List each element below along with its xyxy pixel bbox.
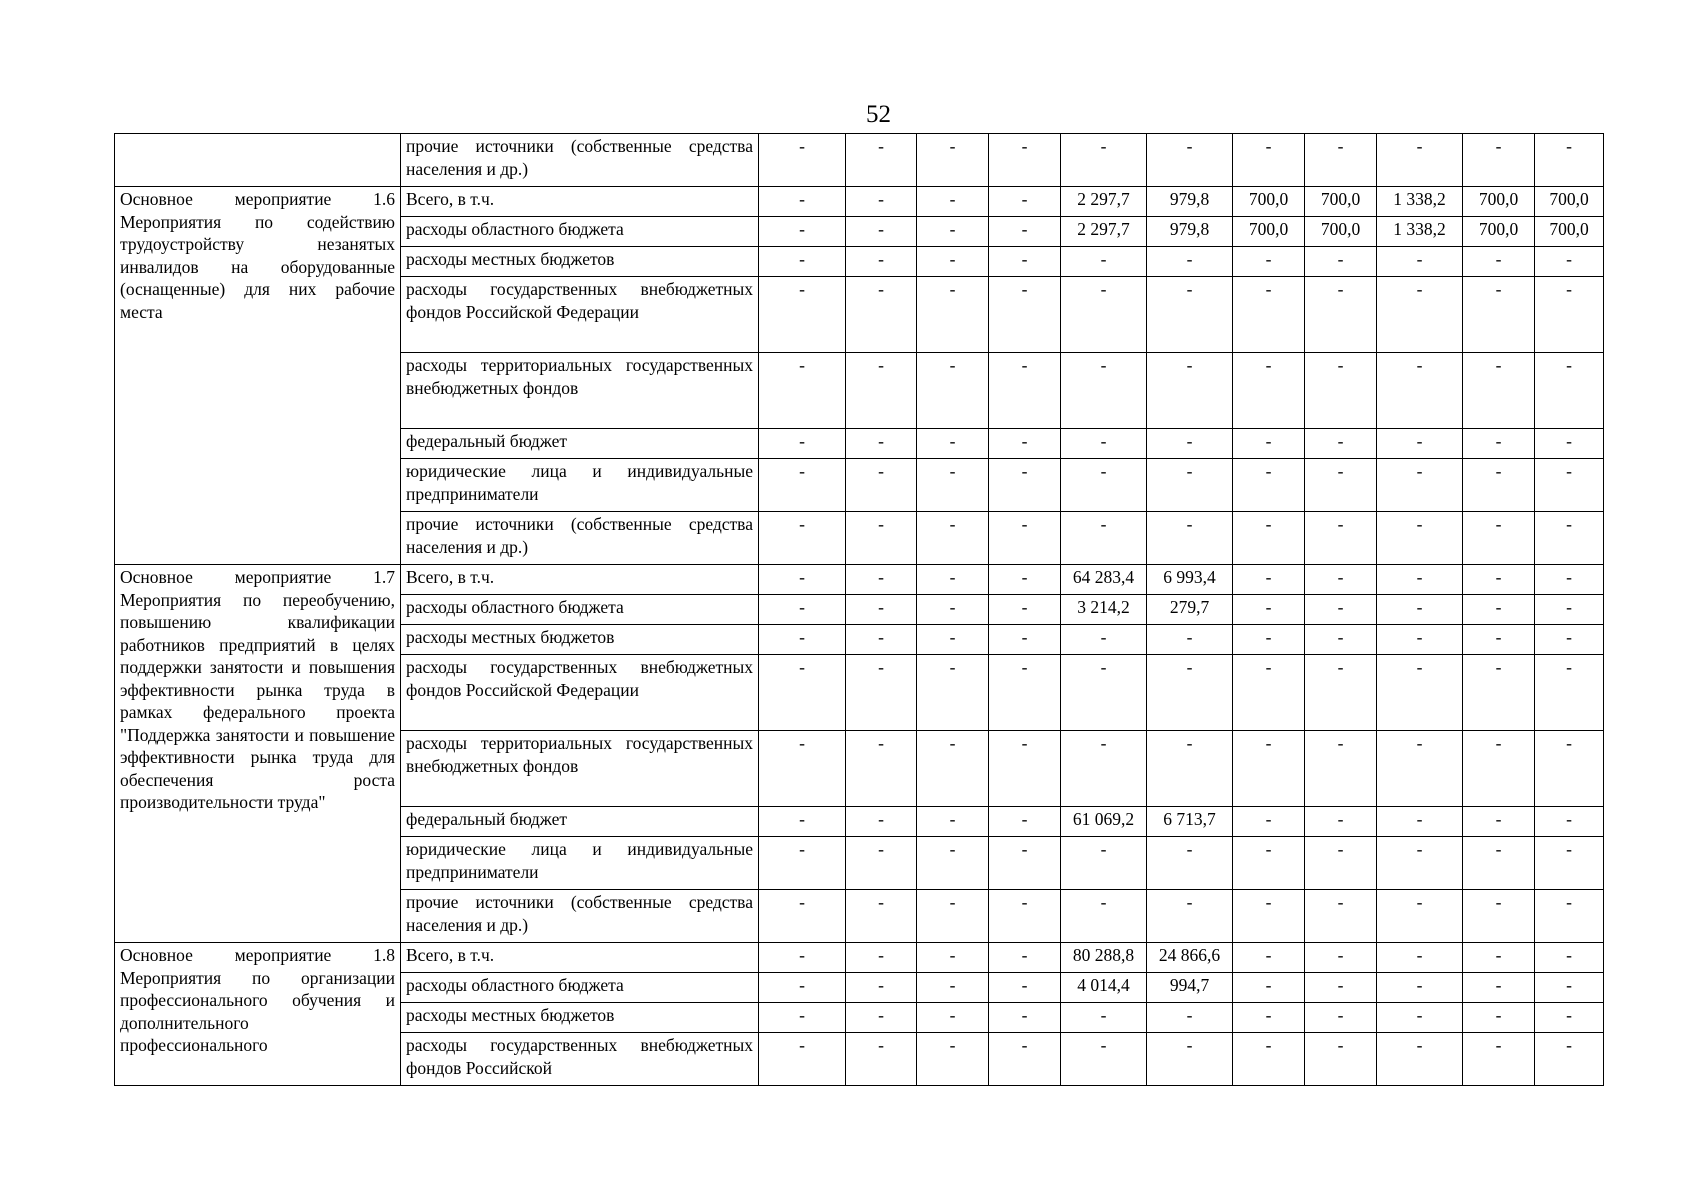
value-cell: - <box>1463 625 1535 655</box>
value-cell: - <box>989 731 1061 807</box>
value-cell: - <box>1061 134 1147 187</box>
value-cell: - <box>917 1033 989 1086</box>
value-cell: 994,7 <box>1147 973 1233 1003</box>
value-cell: - <box>1377 837 1463 890</box>
value-cell: - <box>1535 565 1604 595</box>
value-cell: - <box>1061 1033 1147 1086</box>
value-cell: - <box>989 807 1061 837</box>
value-cell: 700,0 <box>1233 217 1305 247</box>
value-cell: - <box>917 807 989 837</box>
value-cell: - <box>1377 247 1463 277</box>
funding-source-cell: федеральный бюджет <box>401 429 759 459</box>
value-cell: - <box>846 429 917 459</box>
value-cell: - <box>1233 943 1305 973</box>
value-cell: 979,8 <box>1147 187 1233 217</box>
value-cell: - <box>1377 890 1463 943</box>
table-row <box>115 565 1604 595</box>
value-cell: - <box>1061 655 1147 731</box>
value-cell: - <box>1147 1003 1233 1033</box>
value-cell: - <box>917 731 989 807</box>
value-cell: 4 014,4 <box>1061 973 1147 1003</box>
funding-source-cell: Всего, в т.ч. <box>401 943 759 973</box>
value-cell: - <box>1305 890 1377 943</box>
value-cell: - <box>917 353 989 429</box>
value-cell: - <box>1061 247 1147 277</box>
value-cell: - <box>1535 459 1604 512</box>
value-cell: - <box>989 1033 1061 1086</box>
value-cell: 700,0 <box>1305 217 1377 247</box>
value-cell: - <box>846 134 917 187</box>
value-cell: - <box>1233 973 1305 1003</box>
value-cell: - <box>1377 512 1463 565</box>
value-cell: 1 338,2 <box>1377 187 1463 217</box>
value-cell: - <box>1147 429 1233 459</box>
funding-source-cell: расходы территориальных государственных внебюджетных фондов <box>401 353 759 429</box>
value-cell: - <box>1535 625 1604 655</box>
event-cell: Основное мероприятие 1.8 Мероприятия по организации профессионального обучения и дополнительного профессионального <box>115 943 401 1086</box>
value-cell: - <box>1147 134 1233 187</box>
funding-source-cell: прочие источники (собственные средства населения и др.) <box>401 890 759 943</box>
value-cell: - <box>846 731 917 807</box>
value-cell: - <box>1463 459 1535 512</box>
value-cell: - <box>1305 625 1377 655</box>
value-cell: - <box>917 973 989 1003</box>
value-cell: - <box>1305 277 1377 353</box>
value-cell: - <box>917 655 989 731</box>
value-cell: - <box>1305 565 1377 595</box>
value-cell: - <box>1305 512 1377 565</box>
value-cell: - <box>1535 134 1604 187</box>
value-cell: - <box>759 217 846 247</box>
value-cell: - <box>1147 890 1233 943</box>
value-cell: - <box>1061 1003 1147 1033</box>
value-cell: - <box>759 277 846 353</box>
value-cell: - <box>917 429 989 459</box>
value-cell: - <box>917 1003 989 1033</box>
value-cell: - <box>846 187 917 217</box>
value-cell: - <box>1147 277 1233 353</box>
value-cell: - <box>1377 1033 1463 1086</box>
value-cell: - <box>1463 353 1535 429</box>
value-cell: - <box>846 655 917 731</box>
value-cell: - <box>1535 1033 1604 1086</box>
value-cell: - <box>1147 731 1233 807</box>
funding-source-cell: расходы областного бюджета <box>401 973 759 1003</box>
value-cell: - <box>1061 429 1147 459</box>
value-cell: - <box>759 1033 846 1086</box>
value-cell: 2 297,7 <box>1061 187 1147 217</box>
value-cell: - <box>917 277 989 353</box>
value-cell: - <box>1061 459 1147 512</box>
value-cell: - <box>917 459 989 512</box>
value-cell: - <box>1377 565 1463 595</box>
value-cell: - <box>917 565 989 595</box>
value-cell: - <box>1061 277 1147 353</box>
funding-source-cell: Всего, в т.ч. <box>401 565 759 595</box>
value-cell: - <box>759 943 846 973</box>
table-row <box>115 134 1604 187</box>
value-cell: - <box>1233 655 1305 731</box>
value-cell: - <box>989 512 1061 565</box>
value-cell: 700,0 <box>1305 187 1377 217</box>
value-cell: - <box>1305 1003 1377 1033</box>
value-cell: 24 866,6 <box>1147 943 1233 973</box>
value-cell: - <box>759 973 846 1003</box>
value-cell: - <box>1233 134 1305 187</box>
value-cell: - <box>1233 807 1305 837</box>
value-cell: - <box>1305 595 1377 625</box>
value-cell: - <box>846 247 917 277</box>
value-cell: - <box>1463 512 1535 565</box>
value-cell: - <box>846 595 917 625</box>
value-cell: - <box>917 512 989 565</box>
value-cell: - <box>759 187 846 217</box>
value-cell: - <box>1535 837 1604 890</box>
funding-source-cell: прочие источники (собственные средства населения и др.) <box>401 134 759 187</box>
value-cell: - <box>989 187 1061 217</box>
value-cell: - <box>1377 625 1463 655</box>
value-cell: - <box>846 512 917 565</box>
value-cell: 1 338,2 <box>1377 217 1463 247</box>
value-cell: 2 297,7 <box>1061 217 1147 247</box>
value-cell: - <box>1305 1033 1377 1086</box>
value-cell: - <box>917 890 989 943</box>
value-cell: 700,0 <box>1535 217 1604 247</box>
funding-source-cell: юридические лица и индивидуальные предприниматели <box>401 459 759 512</box>
value-cell: - <box>1463 565 1535 595</box>
value-cell: - <box>989 429 1061 459</box>
value-cell: - <box>759 890 846 943</box>
funding-source-cell: федеральный бюджет <box>401 807 759 837</box>
value-cell: - <box>1535 512 1604 565</box>
value-cell: - <box>989 943 1061 973</box>
value-cell: - <box>989 565 1061 595</box>
value-cell: - <box>846 837 917 890</box>
value-cell: - <box>1233 247 1305 277</box>
value-cell: - <box>1377 1003 1463 1033</box>
value-cell: - <box>1463 1003 1535 1033</box>
value-cell: - <box>1233 277 1305 353</box>
value-cell: - <box>846 353 917 429</box>
value-cell: - <box>1147 1033 1233 1086</box>
value-cell: - <box>1147 512 1233 565</box>
value-cell: - <box>1377 973 1463 1003</box>
value-cell: - <box>1233 565 1305 595</box>
value-cell: 279,7 <box>1147 595 1233 625</box>
value-cell: - <box>1535 247 1604 277</box>
value-cell: - <box>989 134 1061 187</box>
value-cell: - <box>1463 277 1535 353</box>
funding-source-cell: расходы государственных внебюджетных фондов Российской Федерации <box>401 277 759 353</box>
value-cell: - <box>846 217 917 247</box>
value-cell: - <box>1233 595 1305 625</box>
table-row <box>115 187 1604 217</box>
value-cell: - <box>989 353 1061 429</box>
value-cell: 3 214,2 <box>1061 595 1147 625</box>
value-cell: 61 069,2 <box>1061 807 1147 837</box>
value-cell: - <box>1463 134 1535 187</box>
value-cell: - <box>759 429 846 459</box>
value-cell: - <box>917 187 989 217</box>
value-cell: - <box>917 217 989 247</box>
table-row <box>115 943 1604 973</box>
value-cell: - <box>917 134 989 187</box>
value-cell: - <box>1147 625 1233 655</box>
value-cell: - <box>1147 655 1233 731</box>
value-cell: - <box>917 595 989 625</box>
value-cell: - <box>1377 807 1463 837</box>
funding-source-cell: расходы местных бюджетов <box>401 1003 759 1033</box>
value-cell: - <box>1233 353 1305 429</box>
event-cell: Основное мероприятие 1.7 Мероприятия по переобучению, повышению квалификации работников предприятий в целях поддержки занятости и повышения эффективности рынка труда в рамках федерального проекта "Поддержка занятости и повышение эффективности рынка труда для обеспечения роста производительности труда" <box>115 565 401 943</box>
value-cell: - <box>759 134 846 187</box>
value-cell: 6 993,4 <box>1147 565 1233 595</box>
value-cell: - <box>759 807 846 837</box>
value-cell: 700,0 <box>1463 187 1535 217</box>
value-cell: - <box>989 655 1061 731</box>
funding-source-cell: расходы территориальных государственных внебюджетных фондов <box>401 731 759 807</box>
value-cell: - <box>1233 429 1305 459</box>
value-cell: - <box>1535 1003 1604 1033</box>
value-cell: - <box>1535 807 1604 837</box>
value-cell: - <box>1463 943 1535 973</box>
value-cell: - <box>1535 277 1604 353</box>
value-cell: 80 288,8 <box>1061 943 1147 973</box>
value-cell: - <box>1147 247 1233 277</box>
value-cell: - <box>1305 807 1377 837</box>
value-cell: 64 283,4 <box>1061 565 1147 595</box>
value-cell: - <box>1147 459 1233 512</box>
value-cell: - <box>846 807 917 837</box>
event-cell: Основное мероприятие 1.6 Мероприятия по содействию трудоустройству незанятых инвалидов на оборудованные (оснащенные) для них рабочие места <box>115 187 401 565</box>
value-cell: - <box>1305 731 1377 807</box>
value-cell: - <box>989 1003 1061 1033</box>
funding-source-cell: расходы государственных внебюджетных фондов Российской Федерации <box>401 655 759 731</box>
value-cell: - <box>846 890 917 943</box>
value-cell: - <box>917 837 989 890</box>
value-cell: - <box>1377 459 1463 512</box>
value-cell: - <box>1463 655 1535 731</box>
value-cell: - <box>1535 655 1604 731</box>
value-cell: - <box>1061 837 1147 890</box>
value-cell: - <box>759 565 846 595</box>
funding-source-cell: расходы местных бюджетов <box>401 247 759 277</box>
value-cell: - <box>1233 1033 1305 1086</box>
value-cell: - <box>759 731 846 807</box>
value-cell: - <box>1305 943 1377 973</box>
value-cell: - <box>1233 1003 1305 1033</box>
value-cell: - <box>759 625 846 655</box>
value-cell: 6 713,7 <box>1147 807 1233 837</box>
value-cell: - <box>1535 595 1604 625</box>
value-cell: - <box>1463 247 1535 277</box>
funding-source-cell: прочие источники (собственные средства населения и др.) <box>401 512 759 565</box>
value-cell: 700,0 <box>1233 187 1305 217</box>
value-cell: - <box>1305 247 1377 277</box>
value-cell: - <box>846 943 917 973</box>
value-cell: - <box>1305 973 1377 1003</box>
value-cell: - <box>989 837 1061 890</box>
value-cell: - <box>917 247 989 277</box>
value-cell: - <box>1463 890 1535 943</box>
value-cell: - <box>1233 837 1305 890</box>
value-cell: - <box>1305 655 1377 731</box>
value-cell: - <box>846 625 917 655</box>
value-cell: - <box>1233 512 1305 565</box>
value-cell: - <box>1377 943 1463 973</box>
value-cell: 700,0 <box>1463 217 1535 247</box>
value-cell: - <box>1463 595 1535 625</box>
value-cell: - <box>1377 595 1463 625</box>
value-cell: - <box>989 890 1061 943</box>
value-cell: 700,0 <box>1535 187 1604 217</box>
value-cell: - <box>989 625 1061 655</box>
value-cell: - <box>1305 134 1377 187</box>
value-cell: - <box>1305 353 1377 429</box>
value-cell: - <box>846 973 917 1003</box>
value-cell: - <box>1377 731 1463 807</box>
value-cell: - <box>759 247 846 277</box>
page-number: 52 <box>866 101 891 128</box>
value-cell: - <box>1147 353 1233 429</box>
funding-source-cell: расходы областного бюджета <box>401 217 759 247</box>
value-cell: - <box>1147 837 1233 890</box>
value-cell: - <box>917 943 989 973</box>
value-cell: - <box>1233 890 1305 943</box>
value-cell: - <box>989 595 1061 625</box>
value-cell: - <box>1061 890 1147 943</box>
value-cell: - <box>1233 731 1305 807</box>
value-cell: - <box>1463 973 1535 1003</box>
value-cell: - <box>1061 353 1147 429</box>
value-cell: - <box>1377 134 1463 187</box>
value-cell: - <box>1061 625 1147 655</box>
value-cell: - <box>1305 429 1377 459</box>
value-cell: - <box>1463 837 1535 890</box>
value-cell: 979,8 <box>1147 217 1233 247</box>
funding-source-cell: расходы областного бюджета <box>401 595 759 625</box>
value-cell: - <box>759 459 846 512</box>
value-cell: - <box>1463 731 1535 807</box>
value-cell: - <box>989 247 1061 277</box>
value-cell: - <box>1463 429 1535 459</box>
value-cell: - <box>759 512 846 565</box>
value-cell: - <box>1305 459 1377 512</box>
value-cell: - <box>1233 459 1305 512</box>
value-cell: - <box>1377 655 1463 731</box>
value-cell: - <box>1377 277 1463 353</box>
value-cell: - <box>1377 429 1463 459</box>
value-cell: - <box>759 353 846 429</box>
value-cell: - <box>1535 731 1604 807</box>
value-cell: - <box>1535 429 1604 459</box>
funding-source-cell: расходы государственных внебюджетных фондов Российской <box>401 1033 759 1086</box>
value-cell: - <box>989 217 1061 247</box>
value-cell: - <box>917 625 989 655</box>
value-cell: - <box>1233 625 1305 655</box>
value-cell: - <box>989 459 1061 512</box>
value-cell: - <box>846 565 917 595</box>
value-cell: - <box>989 973 1061 1003</box>
value-cell: - <box>846 1033 917 1086</box>
value-cell: - <box>1463 1033 1535 1086</box>
value-cell: - <box>759 595 846 625</box>
funding-source-cell: Всего, в т.ч. <box>401 187 759 217</box>
value-cell: - <box>1305 837 1377 890</box>
value-cell: - <box>1061 512 1147 565</box>
budget-table <box>114 133 1604 1086</box>
value-cell: - <box>1535 890 1604 943</box>
value-cell: - <box>1535 353 1604 429</box>
value-cell: - <box>1463 807 1535 837</box>
value-cell: - <box>1535 973 1604 1003</box>
funding-source-cell: юридические лица и индивидуальные предприниматели <box>401 837 759 890</box>
event-cell <box>115 134 401 187</box>
value-cell: - <box>759 837 846 890</box>
value-cell: - <box>1377 353 1463 429</box>
value-cell: - <box>759 1003 846 1033</box>
funding-source-cell: расходы местных бюджетов <box>401 625 759 655</box>
value-cell: - <box>846 277 917 353</box>
value-cell: - <box>759 655 846 731</box>
value-cell: - <box>1061 731 1147 807</box>
value-cell: - <box>846 1003 917 1033</box>
value-cell: - <box>989 277 1061 353</box>
value-cell: - <box>1535 943 1604 973</box>
value-cell: - <box>846 459 917 512</box>
